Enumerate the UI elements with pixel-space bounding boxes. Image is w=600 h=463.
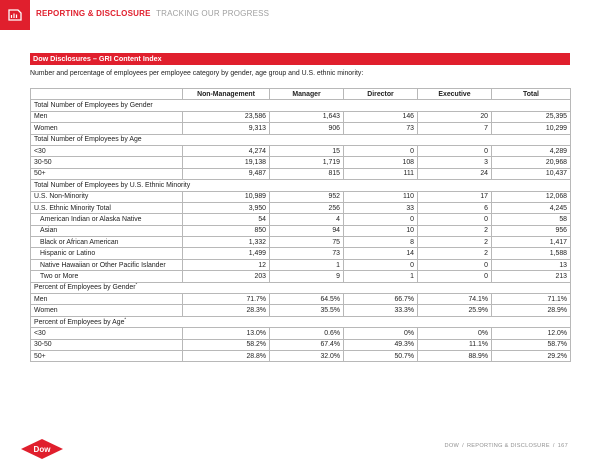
row-label: Two or More xyxy=(31,271,183,282)
cell-value: 3,950 xyxy=(183,202,270,213)
row-label: <30 xyxy=(31,328,183,339)
table-row xyxy=(31,191,571,202)
cell-value: 66.7% xyxy=(344,294,418,305)
row-label: Men xyxy=(31,111,183,122)
cell-value: 0 xyxy=(418,259,492,270)
cell-value: 0% xyxy=(344,328,418,339)
cell-value: 111 xyxy=(344,168,418,179)
cell-value: 12,068 xyxy=(492,191,571,202)
cell-value: 67.4% xyxy=(270,339,344,350)
cell-value: 0 xyxy=(418,214,492,225)
cell-value: 952 xyxy=(270,191,344,202)
cell-value: 203 xyxy=(183,271,270,282)
cell-value: 0 xyxy=(344,145,418,156)
footer-logo-text: Dow xyxy=(33,445,51,454)
cell-value: 58 xyxy=(492,214,571,225)
cell-value: 0 xyxy=(344,259,418,270)
cell-value: 9,313 xyxy=(183,123,270,134)
table-row xyxy=(31,248,571,259)
cell-value: 2 xyxy=(418,248,492,259)
cell-value: 17 xyxy=(418,191,492,202)
cell-value: 0.6% xyxy=(270,328,344,339)
cell-value: 11.1% xyxy=(418,339,492,350)
cell-value: 24 xyxy=(418,168,492,179)
column-header: Manager xyxy=(270,89,344,100)
section-label xyxy=(31,100,571,111)
section-label xyxy=(31,282,571,293)
cell-value: 1 xyxy=(270,259,344,270)
table-row xyxy=(31,294,571,305)
table-row xyxy=(31,145,571,156)
cell-value: 12.0% xyxy=(492,328,571,339)
cell-value: 8 xyxy=(344,237,418,248)
cell-value: 88.9% xyxy=(418,350,492,361)
table-row xyxy=(31,328,571,339)
cell-value: 49.3% xyxy=(344,339,418,350)
cell-value: 10 xyxy=(344,225,418,236)
cell-value: 1,332 xyxy=(183,237,270,248)
page-number: 167 xyxy=(557,443,568,449)
cell-value: 20,968 xyxy=(492,157,571,168)
cell-value: 25.9% xyxy=(418,305,492,316)
cell-value: 0 xyxy=(418,271,492,282)
table-row xyxy=(31,225,571,236)
report-icon xyxy=(7,8,23,22)
cell-value: 10,989 xyxy=(183,191,270,202)
footer-company: DOW xyxy=(444,443,460,449)
row-label: 30-50 xyxy=(31,157,183,168)
cell-value: 28.3% xyxy=(183,305,270,316)
cell-value: 146 xyxy=(344,111,418,122)
cell-value: 213 xyxy=(492,271,571,282)
cell-value: 54 xyxy=(183,214,270,225)
header-title xyxy=(36,9,269,18)
row-label: U.S. Non-Minority xyxy=(31,191,183,202)
table-row xyxy=(31,123,571,134)
cell-value: 1,499 xyxy=(183,248,270,259)
table-row xyxy=(31,350,571,361)
cell-value: 10,299 xyxy=(492,123,571,134)
employee-table xyxy=(30,88,571,362)
row-label: 50+ xyxy=(31,168,183,179)
cell-value: 850 xyxy=(183,225,270,236)
cell-value: 110 xyxy=(344,191,418,202)
cell-value: 19,138 xyxy=(183,157,270,168)
row-label: Women xyxy=(31,123,183,134)
row-label: Asian xyxy=(31,225,183,236)
section-label-text: Percent of Employees by Gender xyxy=(34,284,136,292)
cell-value: 3 xyxy=(418,157,492,168)
row-label: American Indian or Alaska Native xyxy=(31,214,183,225)
section-label-text: Total Number of Employees by Age xyxy=(34,136,142,144)
table-section-row xyxy=(31,134,571,145)
cell-value: 4,289 xyxy=(492,145,571,156)
row-label: Black or African American xyxy=(31,237,183,248)
dow-diamond-logo xyxy=(20,438,64,460)
cell-value: 33 xyxy=(344,202,418,213)
cell-value: 73 xyxy=(270,248,344,259)
table-row xyxy=(31,202,571,213)
cell-value: 50.7% xyxy=(344,350,418,361)
cell-value: 6 xyxy=(418,202,492,213)
cell-value: 29.2% xyxy=(492,350,571,361)
header-logo-box xyxy=(0,0,30,30)
row-label: Women xyxy=(31,305,183,316)
cell-value: 1,588 xyxy=(492,248,571,259)
cell-value: 4 xyxy=(270,214,344,225)
cell-value: 28.9% xyxy=(492,305,571,316)
cell-value: 1,719 xyxy=(270,157,344,168)
footnote-marker: * xyxy=(124,316,127,322)
header-title-sub: TRACKING OUR PROGRESS xyxy=(156,9,270,18)
table-section-row xyxy=(31,180,571,191)
cell-value: 256 xyxy=(270,202,344,213)
table-row xyxy=(31,259,571,270)
cell-value: 10,437 xyxy=(492,168,571,179)
cell-value: 71.1% xyxy=(492,294,571,305)
column-header: Non-Management xyxy=(183,89,270,100)
cell-value: 0% xyxy=(418,328,492,339)
cell-value: 20 xyxy=(418,111,492,122)
table-description: Number and percentage of employees per employee category by gender, age group and U.S. ethnic minority: xyxy=(30,70,364,77)
cell-value: 13 xyxy=(492,259,571,270)
row-label: Hispanic or Latino xyxy=(31,248,183,259)
row-label: Native Hawaiian or Other Pacific Islander xyxy=(31,259,183,270)
cell-value: 9,487 xyxy=(183,168,270,179)
cell-value: 75 xyxy=(270,237,344,248)
header-title-main: REPORTING & DISCLOSURE xyxy=(36,9,151,18)
cell-value: 108 xyxy=(344,157,418,168)
table-section-row xyxy=(31,316,571,327)
cell-value: 2 xyxy=(418,225,492,236)
cell-value: 15 xyxy=(270,145,344,156)
table-row xyxy=(31,237,571,248)
column-header: Director xyxy=(344,89,418,100)
cell-value: 1,643 xyxy=(270,111,344,122)
section-title-bar: Dow Disclosures – GRI Content Index xyxy=(30,53,570,65)
section-label-text: Total Number of Employees by U.S. Ethnic Minority xyxy=(34,181,191,189)
section-label xyxy=(31,134,571,145)
cell-value: 13.0% xyxy=(183,328,270,339)
cell-value: 906 xyxy=(270,123,344,134)
row-label: <30 xyxy=(31,145,183,156)
table-row xyxy=(31,168,571,179)
cell-value: 1 xyxy=(344,271,418,282)
cell-value: 4,274 xyxy=(183,145,270,156)
row-label: 30-50 xyxy=(31,339,183,350)
row-label: 50+ xyxy=(31,350,183,361)
column-header xyxy=(31,89,183,100)
cell-value: 28.8% xyxy=(183,350,270,361)
cell-value: 73 xyxy=(344,123,418,134)
cell-value: 94 xyxy=(270,225,344,236)
cell-value: 14 xyxy=(344,248,418,259)
section-label-text: Total Number of Employees by Gender xyxy=(34,102,153,110)
column-header: Total xyxy=(492,89,571,100)
footer-text: DOW / REPORTING & DISCLOSURE / 167 xyxy=(444,443,568,449)
cell-value: 35.5% xyxy=(270,305,344,316)
cell-value: 58.7% xyxy=(492,339,571,350)
cell-value: 12 xyxy=(183,259,270,270)
table-row xyxy=(31,157,571,168)
cell-value: 7 xyxy=(418,123,492,134)
cell-value: 2 xyxy=(418,237,492,248)
cell-value: 1,417 xyxy=(492,237,571,248)
table-row xyxy=(31,111,571,122)
cell-value: 58.2% xyxy=(183,339,270,350)
table-row xyxy=(31,339,571,350)
cell-value: 32.0% xyxy=(270,350,344,361)
section-label-text: Percent of Employees by Age xyxy=(34,318,125,326)
section-label xyxy=(31,180,571,191)
table-row xyxy=(31,305,571,316)
table-section-row xyxy=(31,100,571,111)
cell-value: 956 xyxy=(492,225,571,236)
cell-value: 64.5% xyxy=(270,294,344,305)
row-label: Men xyxy=(31,294,183,305)
cell-value: 71.7% xyxy=(183,294,270,305)
cell-value: 25,395 xyxy=(492,111,571,122)
table-row xyxy=(31,214,571,225)
cell-value: 33.3% xyxy=(344,305,418,316)
footer-section: REPORTING & DISCLOSURE xyxy=(466,443,550,449)
column-header: Executive xyxy=(418,89,492,100)
footnote-marker: * xyxy=(135,282,138,288)
row-label: U.S. Ethnic Minority Total xyxy=(31,202,183,213)
cell-value: 815 xyxy=(270,168,344,179)
cell-value: 0 xyxy=(344,214,418,225)
table-row xyxy=(31,271,571,282)
cell-value: 4,245 xyxy=(492,202,571,213)
cell-value: 74.1% xyxy=(418,294,492,305)
cell-value: 23,586 xyxy=(183,111,270,122)
section-label xyxy=(31,316,571,327)
table-header-row xyxy=(31,89,571,100)
cell-value: 9 xyxy=(270,271,344,282)
cell-value: 0 xyxy=(418,145,492,156)
table-section-row xyxy=(31,282,571,293)
